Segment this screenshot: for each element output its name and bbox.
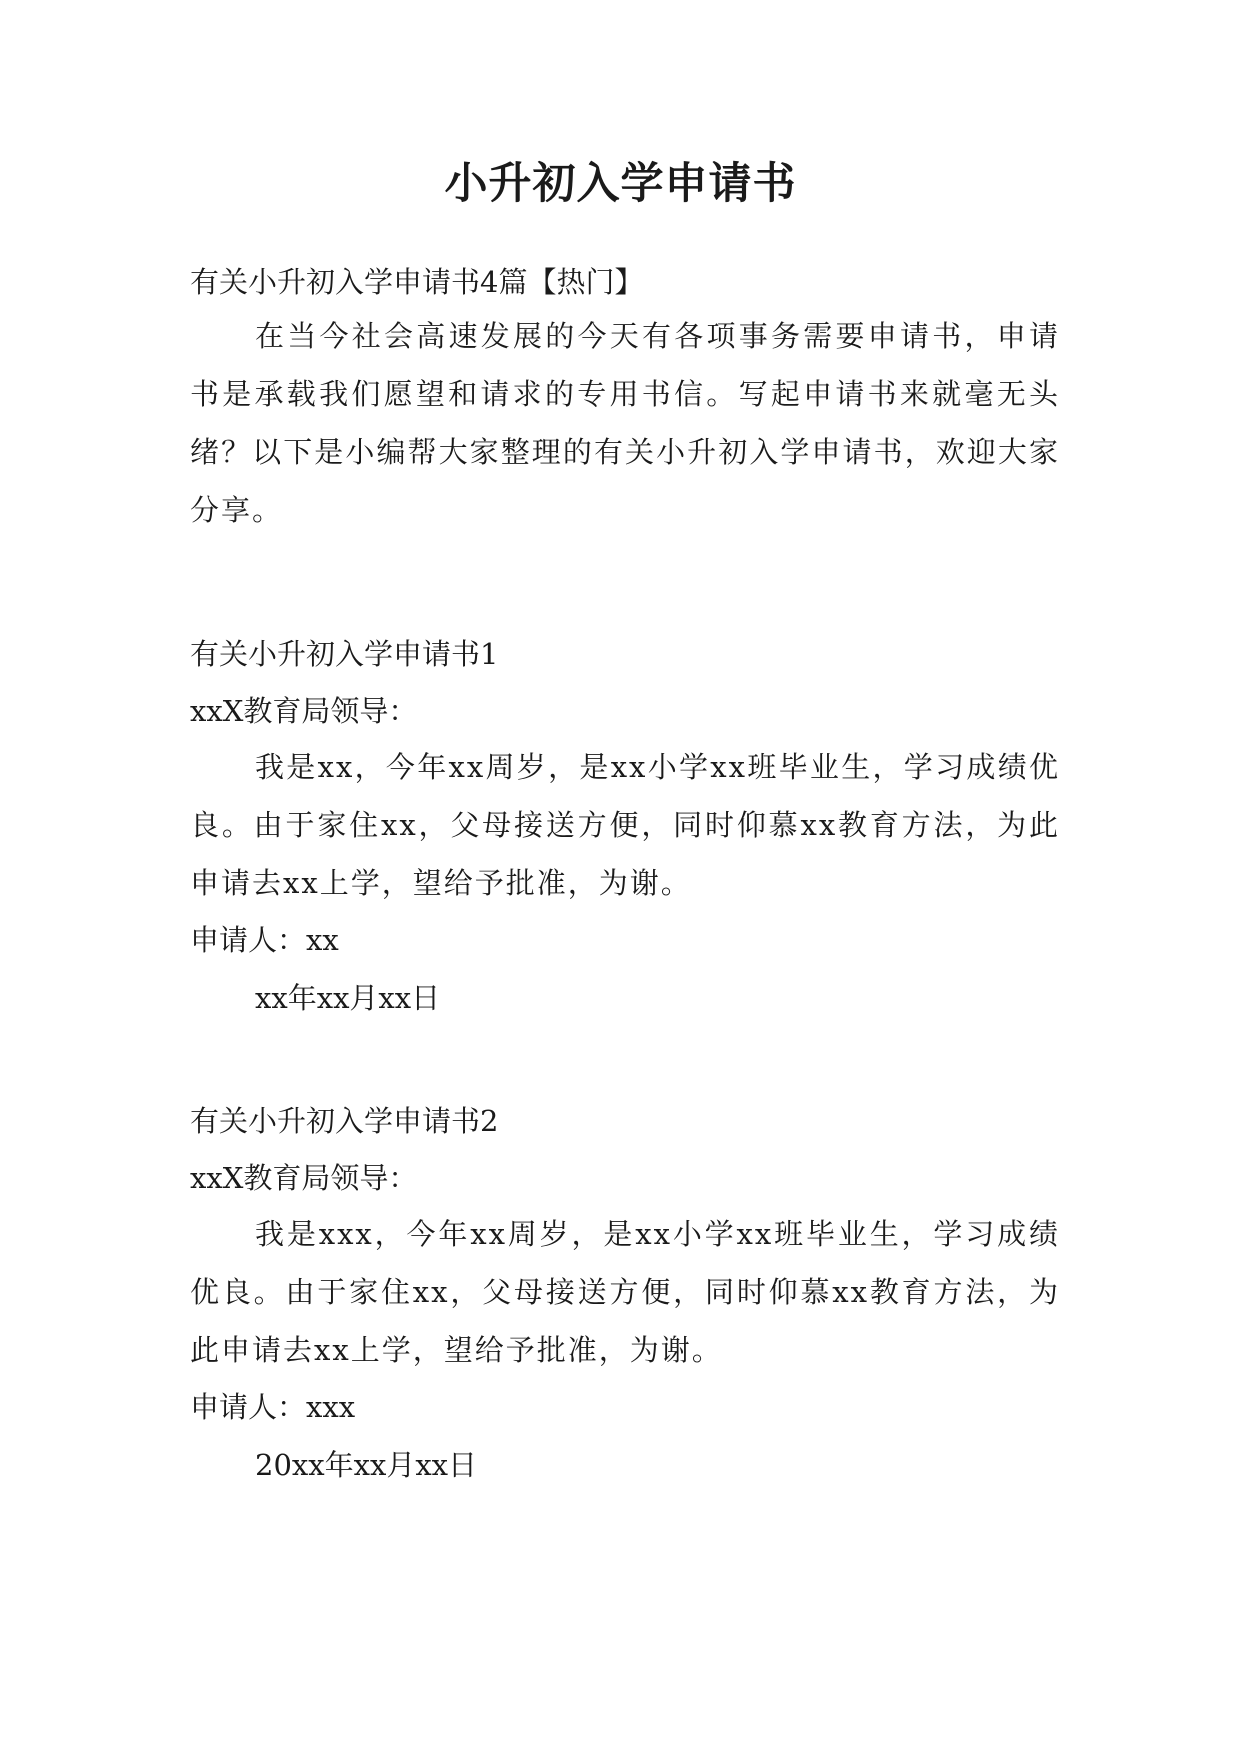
letter-2-salutation: xxX教育局领导： (190, 1161, 418, 1195)
letter-2-heading: 有关小升初入学申请书2 (190, 1104, 499, 1138)
document-subtitle: 有关小升初入学申请书4篇【热门】 (190, 265, 644, 299)
letter-1-date: xx年xx月xx日 (255, 981, 441, 1015)
letter-1-body: 我是xx，今年xx周岁，是xx小学xx班毕业生，学习成绩优良。由于家住xx，父母接送方便，同时仰慕xx教育方法，为此申请去xx上学，望给予批准，为谢。 (190, 750, 1060, 900)
letter-2-applicant: 申请人：xxx (190, 1390, 356, 1424)
letter-1-heading: 有关小升初入学申请书1 (190, 637, 499, 671)
letter-2-date: 20xx年xx月xx日 (255, 1448, 478, 1482)
document-title: 小升初入学申请书 (444, 159, 797, 209)
intro-paragraph: 在当今社会高速发展的今天有各项事务需要申请书，申请书是承载我们愿望和请求的专用书信。写起申请书来就毫无头绪？以下是小编帮大家整理的有关小升初入学申请书，欢迎大家分享。 (190, 319, 1060, 527)
letter-1-salutation: xxX教育局领导： (190, 694, 418, 728)
letter-2-body: 我是xxx，今年xx周岁，是xx小学xx班毕业生，学习成绩优良。由于家住xx，父母接送方便，同时仰慕xx教育方法，为此申请去xx上学，望给予批准，为谢。 (190, 1217, 1060, 1367)
letter-1-applicant: 申请人：xx (190, 923, 339, 957)
